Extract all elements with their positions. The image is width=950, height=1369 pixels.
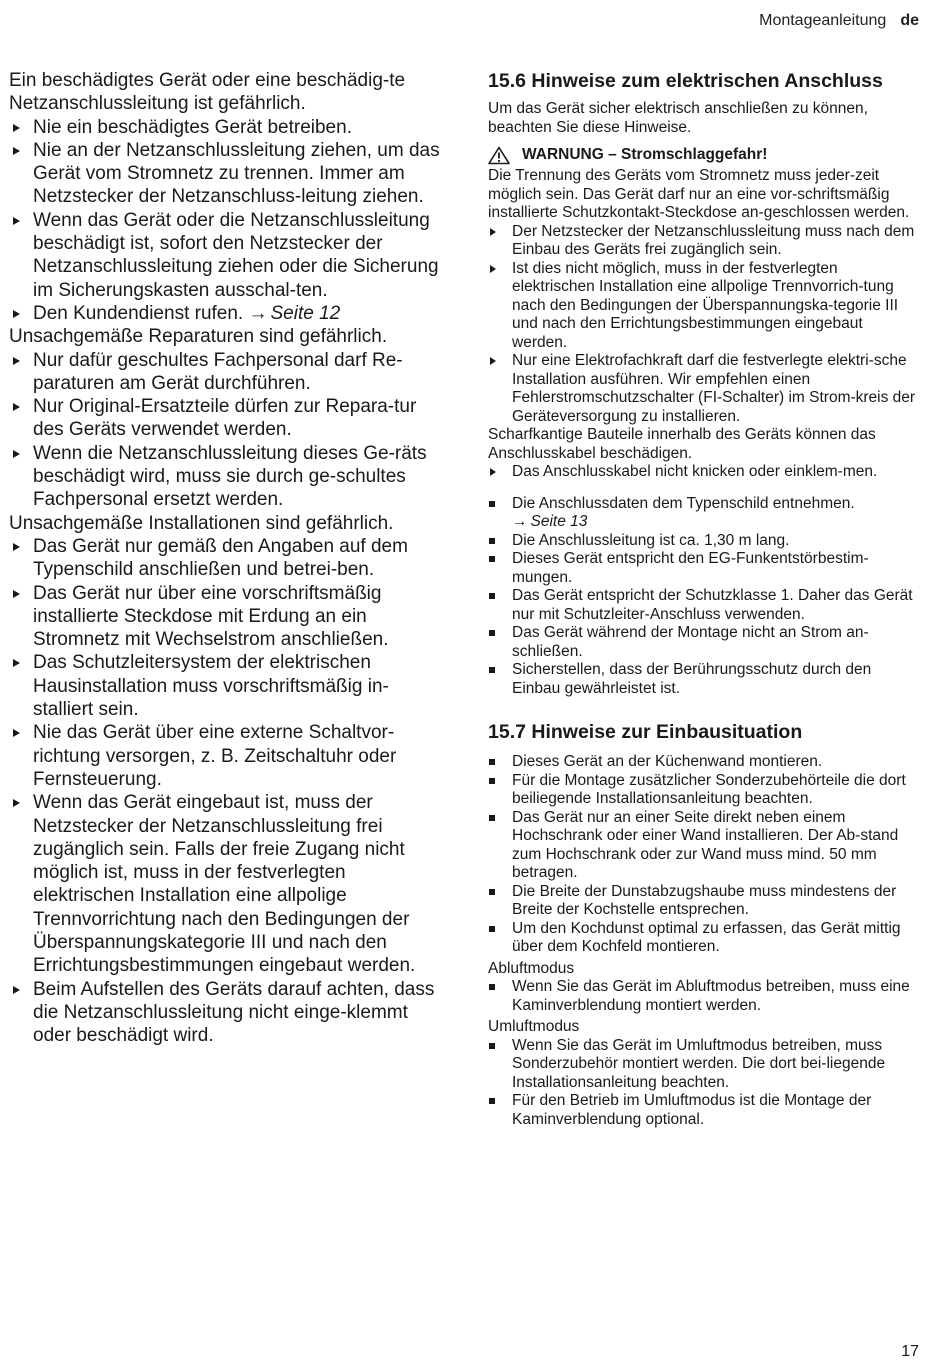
list-item: Nie ein beschädigtes Gerät betreiben. [9, 116, 441, 139]
list-item: Das Gerät nur an einer Seite direkt neben einem Hochschrank oder einer Wand installieren. Der Ab-stand zum Hochschrank oder zur Wand muss mind. 50 mm betragen. [488, 809, 920, 883]
list-item: Dieses Gerät an der Küchenwand montieren. [488, 753, 920, 772]
list-item: Für die Montage zusätzlicher Sonderzubehörteile die dort beiliegende Installationsanleitung beachten. [488, 772, 920, 809]
warning-text: Die Trennung des Geräts vom Stromnetz muss jeder-zeit möglich sein. Das Gerät darf nur an eine vor-schriftsmäßig installierte Schutzkontakt-Steckdose an-geschlossen werden. [488, 167, 910, 221]
damaged-list [9, 116, 441, 302]
intro-damaged: Ein beschädigtes Gerät oder eine beschädig-te Netzanschlussleitung ist gefährlich. [9, 70, 406, 115]
list-item: Wenn Sie das Gerät im Umluftmodus betreiben, muss Sonderzubehör montiert werden. Die dort bei-liegende Installationsanleitung beachten. [488, 1037, 920, 1093]
right-column [488, 69, 920, 1129]
warning-label: WARNUNG – Stromschlaggefahr! [522, 146, 768, 164]
exhaust-mode-title: Abluftmodus [488, 959, 575, 977]
installations-list [9, 535, 441, 1048]
list-item: Ist dies nicht möglich, muss in der festverlegten elektrischen Installation eine allpolige Trennvorrich-tung nach den Bedingungen der Überspannungska-tegorie III und nach den Errichtungsbestimmungen eingebaut werden. [488, 260, 920, 353]
list-item: Wenn die Netzanschlussleitung dieses Ge-räts beschädigt wird, muss sie durch ge-schultes Fachpersonal ersetzt werden. [9, 442, 441, 512]
intro-repairs: Unsachgemäße Reparaturen sind gefährlich. [9, 326, 388, 348]
list-item: Sicherstellen, dass der Berührungsschutz durch den Einbau gewährleistet ist. [488, 661, 920, 698]
list-item: Das Gerät entspricht der Schutzklasse 1. Daher das Gerät nur mit Schutzleiter-Anschluss verwenden. [488, 587, 920, 624]
list-item: Das Gerät nur gemäß den Angaben auf dem Typenschild anschließen und betrei-ben. [9, 535, 441, 582]
connection-data-item [488, 495, 920, 532]
list-item: Das Gerät während der Montage nicht an Strom an-schließen. [488, 624, 920, 661]
list-item: Die Breite der Dunstabzugshaube muss mindestens der Breite der Kochstelle entsprechen. [488, 883, 920, 920]
service-page-link[interactable]: Seite 12 [270, 302, 341, 324]
exhaust-mode-list [488, 978, 920, 1015]
intro-installations: Unsachgemäße Installationen sind gefährlich. [9, 512, 394, 534]
connection-data-page-link[interactable]: Seite 13 [530, 513, 588, 530]
list-item: Beim Aufstellen des Geräts darauf achten, dass die Netzanschlussleitung nicht einge-klemmt oder beschädigt wird. [9, 978, 441, 1048]
list-item: Das Schutzleitersystem der elektrischen Hausinstallation muss vorschriftsmäßig in-stalliert sein. [9, 651, 441, 721]
warning-heading [488, 146, 920, 165]
section-electrical-title: 15.6 Hinweise zum elektrischen Anschluss [488, 70, 883, 92]
service-item [9, 302, 441, 325]
list-item: Wenn Sie das Gerät im Abluftmodus betreiben, muss eine Kaminverblendung montiert werden. [488, 978, 920, 1015]
list-item: Für den Betrieb im Umluftmodus ist die Montage der Kaminverblendung optional. [488, 1092, 920, 1129]
repairs-list [9, 349, 441, 512]
warning-triangle-icon [488, 146, 510, 165]
list-item: Nur eine Elektrofachkraft darf die festverlegte elektri-sche Installation ausführen. Wir empfehlen einen Fehlerstromschutzschalter (FI-Schalter) im Strom-kreis der Geräteversorgung zu installieren. [488, 352, 920, 426]
header-language: de [900, 12, 919, 29]
section-installation-title: 15.7 Hinweise zur Einbausituation [488, 721, 803, 743]
list-item: Der Netzstecker der Netzanschlussleitung muss nach dem Einbau des Geräts frei zugänglich sein. [488, 223, 920, 260]
page-header [759, 11, 919, 31]
installation-list [488, 753, 920, 957]
reference-arrow-icon: → [512, 513, 528, 530]
list-item: Nur Original-Ersatzteile dürfen zur Repara-tur des Geräts verwendet werden. [9, 395, 441, 442]
sharp-edges-list [488, 463, 920, 482]
list-item: Um den Kochdunst optimal zu erfassen, das Gerät mittig über dem Kochfeld montieren. [488, 920, 920, 957]
service-text: Den Kundendienst rufen. [33, 302, 244, 324]
list-item: Das Anschlusskabel nicht knicken oder einklem-men. [488, 463, 920, 482]
recirculation-mode-list [488, 1037, 920, 1130]
sharp-edges-text: Scharfkantige Bauteile innerhalb des Geräts können das Anschlusskabel beschädigen. [488, 426, 876, 462]
warning-list [488, 223, 920, 427]
service-list [9, 302, 441, 325]
list-item: Wenn das Gerät eingebaut ist, muss der Netzstecker der Netzanschlussleitung frei zugänglich sein. Falls der freie Zugang nicht möglich ist, muss in der festverlegten elektrischen Installation eine allpolige Trennvorrichtung nach den Bedingungen der Überspannungskategorie III und nach den Errichtungsbestimmungen eingebaut werden. [9, 791, 441, 977]
left-column [9, 69, 441, 1047]
list-item: Nur dafür geschultes Fachpersonal darf Re-paraturen am Gerät durchführen. [9, 349, 441, 396]
recirculation-mode-title: Umluftmodus [488, 1018, 580, 1035]
list-item: Dieses Gerät entspricht den EG-Funkentstörbestim-mungen. [488, 550, 920, 587]
list-item: Die Anschlussleitung ist ca. 1,30 m lang. [488, 532, 920, 551]
connection-data-text: Die Anschlussdaten dem Typenschild entnehmen. [512, 494, 855, 512]
header-title: Montageanleitung [759, 12, 887, 29]
list-item: Nie an der Netzanschlussleitung ziehen, um das Gerät vom Stromnetz zu trennen. Immer am Netzstecker der Netzanschluss-leitung ziehen. [9, 139, 441, 209]
list-item: Nie das Gerät über eine externe Schaltvor-richtung versorgen, z. B. Zeitschaltuhr oder Fernsteuerung. [9, 721, 441, 791]
section-electrical-intro: Um das Gerät sicher elektrisch anschließen zu können, beachten Sie diese Hinweise. [488, 100, 868, 136]
page-number: 17 [901, 1343, 919, 1360]
reference-arrow-icon: → [248, 302, 268, 324]
connection-data-list [488, 495, 920, 532]
electrical-facts-list [488, 532, 920, 699]
list-item: Das Gerät nur über eine vorschriftsmäßig installierte Steckdose mit Erdung an ein Stromnetz mit Wechselstrom anschließen. [9, 582, 441, 652]
list-item: Wenn das Gerät oder die Netzanschlussleitung beschädigt ist, sofort den Netzstecker der Netzanschlussleitung ziehen oder die Sicherung im Sicherungskasten ausschal-ten. [9, 209, 441, 302]
